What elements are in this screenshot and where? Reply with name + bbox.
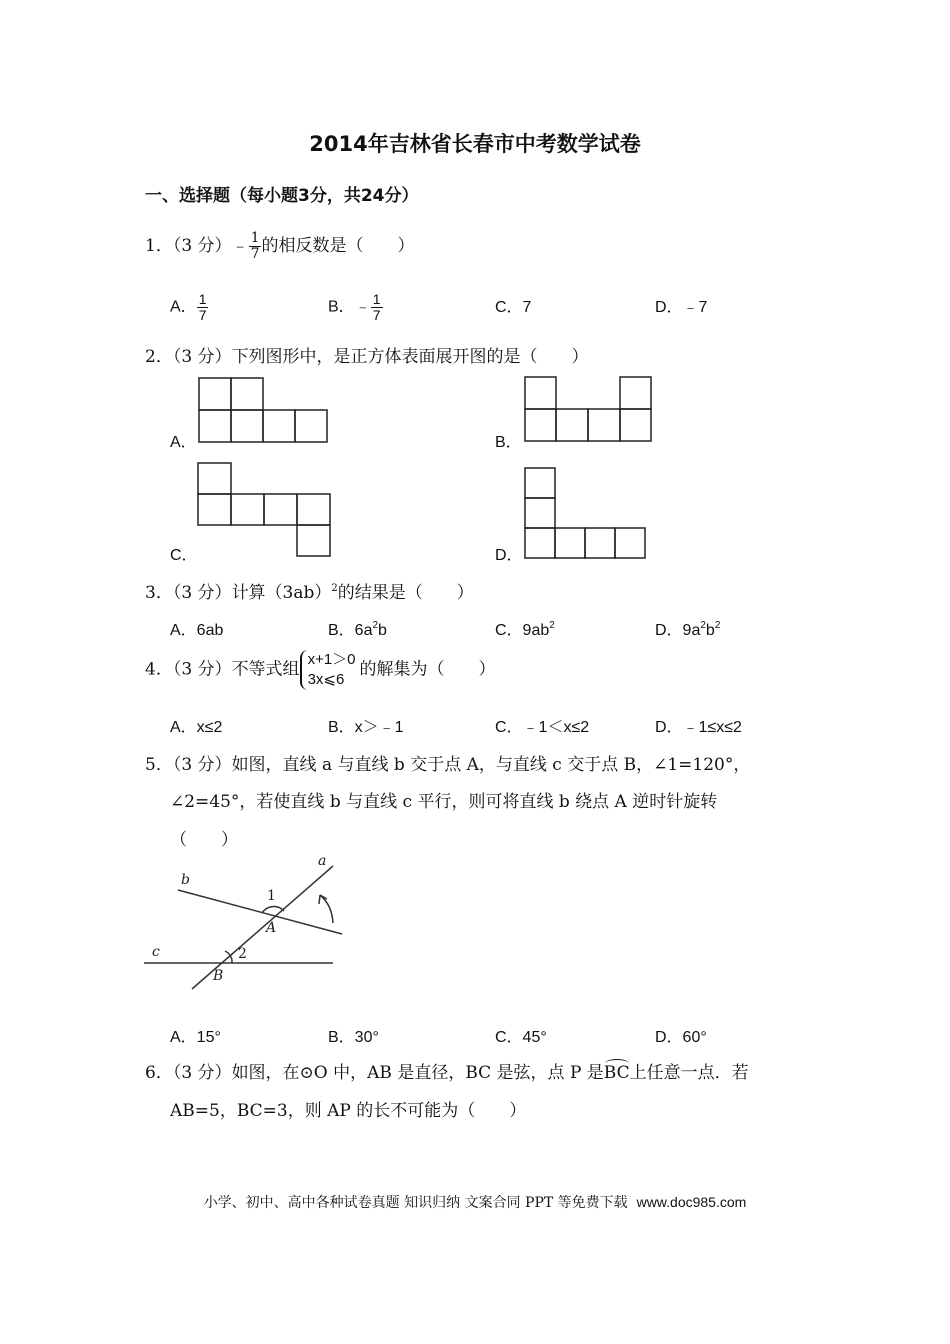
line-b bbox=[178, 890, 342, 934]
question-2: 2．（3 分）下列图形中，是正方体表面展开图的是（ ） bbox=[145, 347, 589, 367]
question-3: 3．（3 分）计算$(3ab)^2$的结果是（ ） bbox=[145, 583, 474, 603]
arc-bc: BC bbox=[604, 1059, 630, 1083]
q2-option-a: A． bbox=[170, 434, 197, 451]
question-4: 4．（3 分）不等式组 x+1＞0 3x⩽6 的解集为（ ） bbox=[145, 651, 496, 688]
label-2: 2 bbox=[238, 946, 247, 962]
q3-option-a: A．6ab bbox=[170, 622, 224, 639]
q4-option-b: B．x＞﹣1 bbox=[328, 719, 404, 736]
page-title: 2014年吉林省长春市中考数学试卷 bbox=[309, 132, 641, 156]
q1-option-b: B．﹣ $\frac{1}{7}$ bbox=[328, 291, 381, 323]
label-A: A bbox=[266, 920, 277, 936]
question-5-line2: ∠2=45°，若使直线 b 与直线 c 平行，则可将直线 b 绕点 A 逆时针旋转 bbox=[170, 792, 718, 812]
q1-option-c: C．7 bbox=[495, 299, 532, 316]
question-5: 5．（3 分）如图，直线 a 与直线 b 交于点 A，与直线 c 交于点 B，∠1=120°， bbox=[145, 755, 751, 775]
q5-option-d: D．60° bbox=[655, 1029, 707, 1046]
q2-option-b: B． bbox=[495, 434, 522, 451]
q4-option-d: D．﹣1≤x≤2 bbox=[655, 719, 742, 736]
label-c: c bbox=[152, 944, 160, 960]
q1-option-a: A． $\frac{1}{7}$ bbox=[170, 291, 207, 323]
q2-option-c: C． bbox=[170, 547, 198, 564]
q5-option-b: B．30° bbox=[328, 1029, 379, 1046]
footer-url[interactable]: www.doc985.com bbox=[636, 1194, 747, 1210]
section-heading: 一、选择题（每小题3分，共24分） bbox=[145, 186, 419, 206]
q1-option-d: D．﹣7 bbox=[655, 299, 708, 316]
q3-option-d: D．$9a^2b^2$ bbox=[655, 620, 721, 639]
question-1: 1．（3 分）﹣ $\frac{1}{7}$ 的相反数是（ ） bbox=[145, 230, 415, 262]
inequality-system: x+1＞0 3x⩽6 bbox=[300, 650, 360, 690]
question-6-line2: AB=5，BC=3，则 AP 的长不可能为（ ） bbox=[170, 1101, 527, 1121]
question-5-line3: （ ） bbox=[170, 830, 238, 850]
q3-option-b: B．$6a^2b$ bbox=[328, 620, 387, 639]
question-6: 6．（3 分）如图，在⊙O 中，AB 是直径，BC 是弦，点 P 是BC上任意一点．若 bbox=[145, 1058, 749, 1083]
label-b: b bbox=[181, 872, 190, 888]
label-a: a bbox=[318, 853, 327, 869]
q5-option-c: C．45° bbox=[495, 1029, 547, 1046]
q4-option-a: A．x≤2 bbox=[170, 719, 223, 736]
q5-option-a: A．15° bbox=[170, 1029, 221, 1046]
label-1: 1 bbox=[267, 888, 276, 904]
footer: 小学、初中、高中各种试卷真题 知识归纳 文案合同 PPT 等免费下载 www.doc985.com bbox=[203, 1194, 747, 1211]
q3-option-c: C．$9ab^2$ bbox=[495, 620, 555, 639]
q4-option-c: C．﹣1＜x≤2 bbox=[495, 719, 590, 736]
q2-option-d: D． bbox=[495, 547, 523, 564]
fraction: $\frac{1}{7}$ bbox=[250, 230, 260, 262]
label-B: B bbox=[213, 968, 224, 984]
